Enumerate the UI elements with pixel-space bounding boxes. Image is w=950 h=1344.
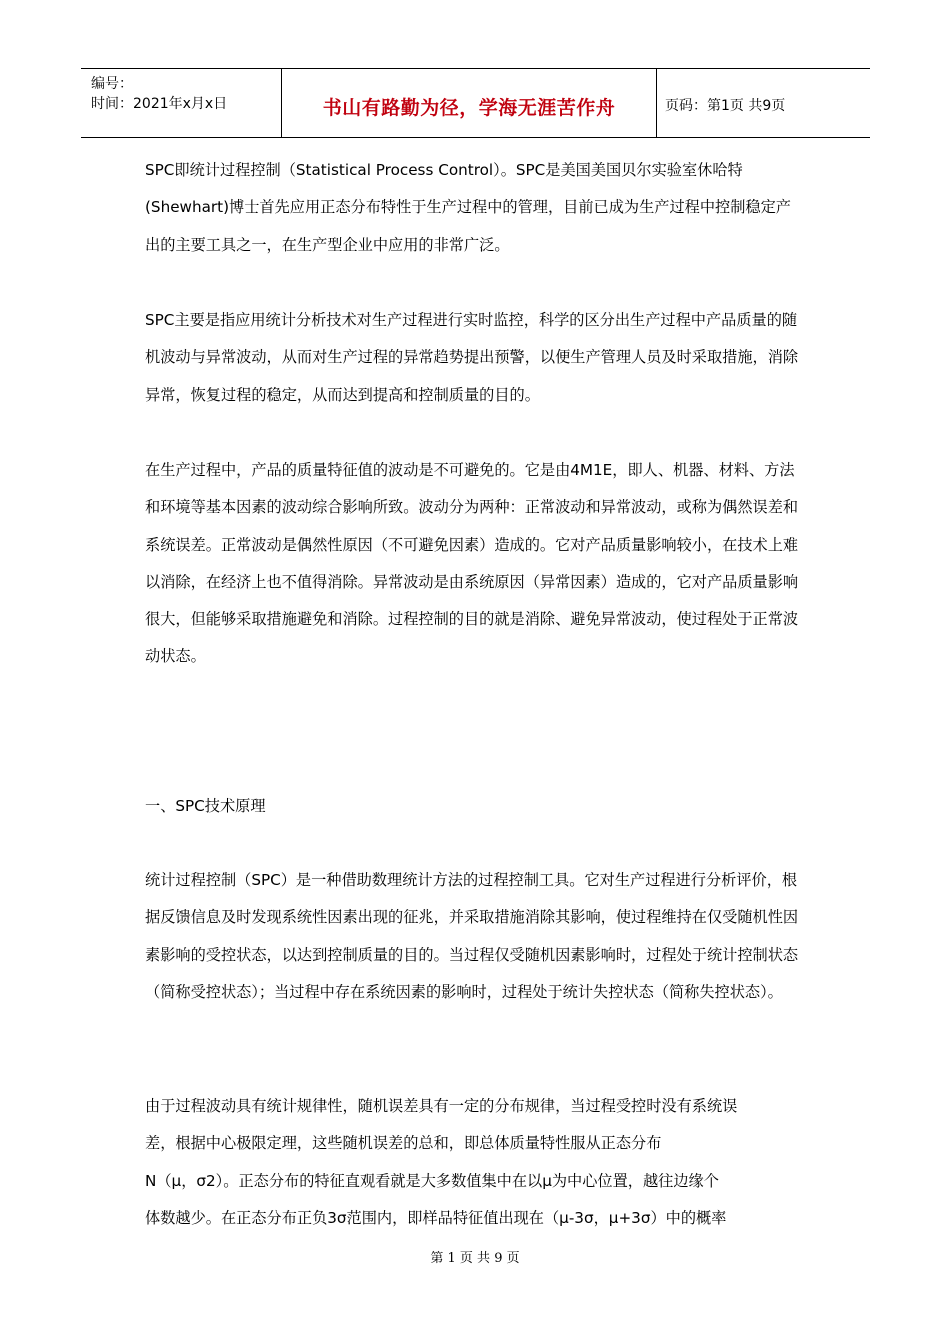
header-meta-cell <box>81 69 281 137</box>
paragraph-variation: 在生产过程中，产品的质量特征值的波动是不可避免的。它是由4M1E，即人、机器、材料、方法和环境等基本因素的波动综合影响所致。波动分为两种：正常波动和异常波动，或称为偶然误差和系统误差。正常波动是偶然性原因（不可避免因素）造成的。它对产品质量影响较小，在技术上难以消除，在经济上也不值得消除。异常波动是由系统原因（异常因素）造成的，它对产品质量影响很大，但能够采取措施避免和消除。过程控制的目的就是消除、避免异常波动，使过程处于正常波动状态。 <box>145 461 799 666</box>
document-number-label: 编号： <box>91 76 133 92</box>
paragraph-line: N（μ，σ2）。正态分布的特征直观看就是大多数值集中在以μ为中心位置，越往边缘个 <box>145 1171 719 1190</box>
header-page-info: 页码：第1页 共9页 <box>665 98 786 114</box>
document-date: 时间：2021年x月x日 <box>91 96 228 112</box>
page-footer: 第 1 页 共 9 页 <box>430 1251 520 1266</box>
paragraph-line: 差，根据中心极限定理，这些随机误差的总和，即总体质量特性服从正态分布 <box>145 1134 662 1153</box>
section-heading: 一、SPC技术原理 <box>145 797 266 815</box>
paragraph-intro-spc: SPC即统计过程控制（Statistical Process Control）。SPC是美国美国贝尔实验室休哈特(Shewhart)博士首先应用正态分布特性于生产过程中的管理，目前已成为生产过程中控制稳定产出的主要工具之一，在生产型企业中应用的非常广泛。 <box>145 161 791 254</box>
paragraph-line: 体数越少。在正态分布正负3σ范围内，即样品特征值出现在（μ-3σ，μ+3σ）中的概率 <box>145 1208 727 1227</box>
paragraph-normal-distribution <box>145 1088 805 1237</box>
header-motto: 书山有路勤为径，学海无涯苦作舟 <box>322 97 616 119</box>
paragraph-line: 由于过程波动具有统计规律性，随机误差具有一定的分布规律，当过程受控时没有系统误 <box>145 1097 738 1115</box>
header-page-cell <box>656 69 870 137</box>
paragraph-spc-purpose: SPC主要是指应用统计分析技术对生产过程进行实时监控，科学的区分出生产过程中产品质量的随机波动与异常波动，从而对生产过程的异常趋势提出预警，以便生产管理人员及时采取措施，消除异常，恢复过程的稳定，从而达到提高和控制质量的目的。 <box>145 311 799 404</box>
header-table <box>81 68 870 138</box>
paragraph-spc-definition: 统计过程控制（SPC）是一种借助数理统计方法的过程控制工具。它对生产过程进行分析评价，根据反馈信息及时发现系统性因素出现的征兆，并采取措施消除其影响，使过程维持在仅受随机性因素影响的受控状态，以达到控制质量的目的。当过程仅受随机因素影响时，过程处于统计控制状态（简称受控状态）；当过程中存在系统因素的影响时，过程处于统计失控状态（简称失控状态）。 <box>145 871 799 1001</box>
header-motto-cell <box>281 69 657 137</box>
